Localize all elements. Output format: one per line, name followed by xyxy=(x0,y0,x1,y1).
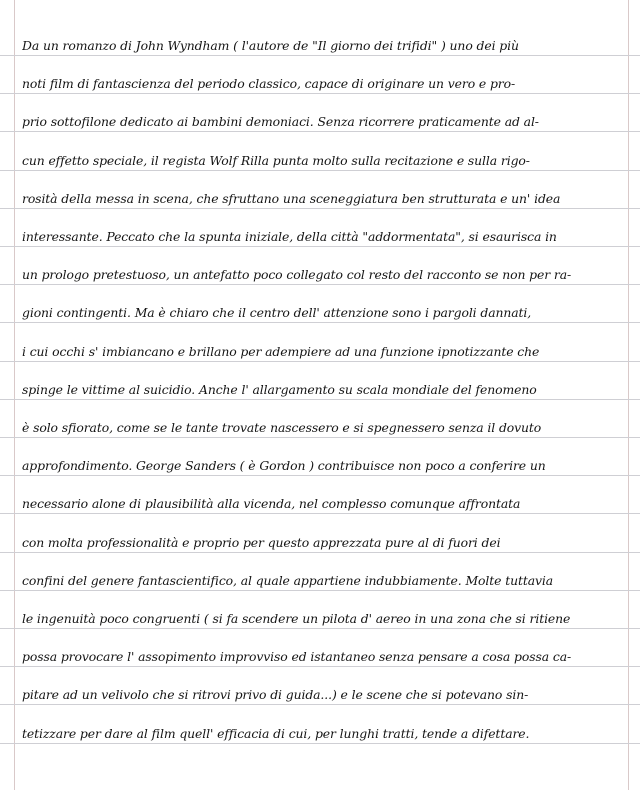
text-line: noti film di fantascienza del periodo classico, capace di originare un vero e pro- xyxy=(22,76,516,91)
left-margin-line xyxy=(14,0,15,790)
text-line: Da un romanzo di John Wyndham ( l'autore de "Il giorno dei trifidi" ) uno dei più xyxy=(22,38,519,53)
text-line: prio sottofilone dedicato ai bambini demoniaci. Senza ricorrere praticamente ad al- xyxy=(22,114,539,129)
text-line: rosità della messa in scena, che sfruttano una sceneggiatura ben strutturata e un' idea xyxy=(22,191,561,206)
text-line: un prologo pretestuoso, un antefatto poco collegato col resto del racconto se non per ra- xyxy=(22,267,572,282)
right-margin-line xyxy=(628,0,629,790)
text-line: possa provocare l' assopimento improvviso ed istantaneo senza pensare a cosa possa ca- xyxy=(22,649,572,664)
text-line: necessario alone di plausibilità alla vicenda, nel complesso comunque affrontata xyxy=(22,496,521,511)
text-line: è solo sfiorato, come se le tante trovate nascessero e si spegnessero senza il dovuto xyxy=(22,420,542,435)
text-line: confini del genere fantascientifico, al quale appartiene indubbiamente. Molte tuttavia xyxy=(22,573,554,588)
text-line: le ingenuità poco congruenti ( si fa scendere un pilota d' aereo in una zona che si ritiene xyxy=(22,611,571,626)
text-line: tetizzare per dare al film quell' efficacia di cui, per lunghi tratti, tende a difettare. xyxy=(22,726,530,741)
text-line: cun effetto speciale, il regista Wolf Rilla punta molto sulla recitazione e sulla rigo- xyxy=(22,153,530,168)
text-line: i cui occhi s' imbiancano e brillano per adempiere ad una funzione ipnotizzante che xyxy=(22,344,540,359)
text-line: con molta professionalità e proprio per questo apprezzata pure al di fuori dei xyxy=(22,535,501,550)
text-line: interessante. Peccato che la spunta iniziale, della città "addormentata", si esaurisca in xyxy=(22,229,557,244)
text-line: pitare ad un velivolo che si ritrovi privo di guida...) e le scene che si potevano sin- xyxy=(22,687,529,702)
text-line: approfondimento. George Sanders ( è Gordon ) contribuisce non poco a conferire un xyxy=(22,458,546,473)
text-line: spinge le vittime al suicidio. Anche l' allargamento su scala mondiale del fenomeno xyxy=(22,382,537,397)
text-line: gioni contingenti. Ma è chiaro che il centro dell' attenzione sono i pargoli dannati, xyxy=(22,305,532,320)
